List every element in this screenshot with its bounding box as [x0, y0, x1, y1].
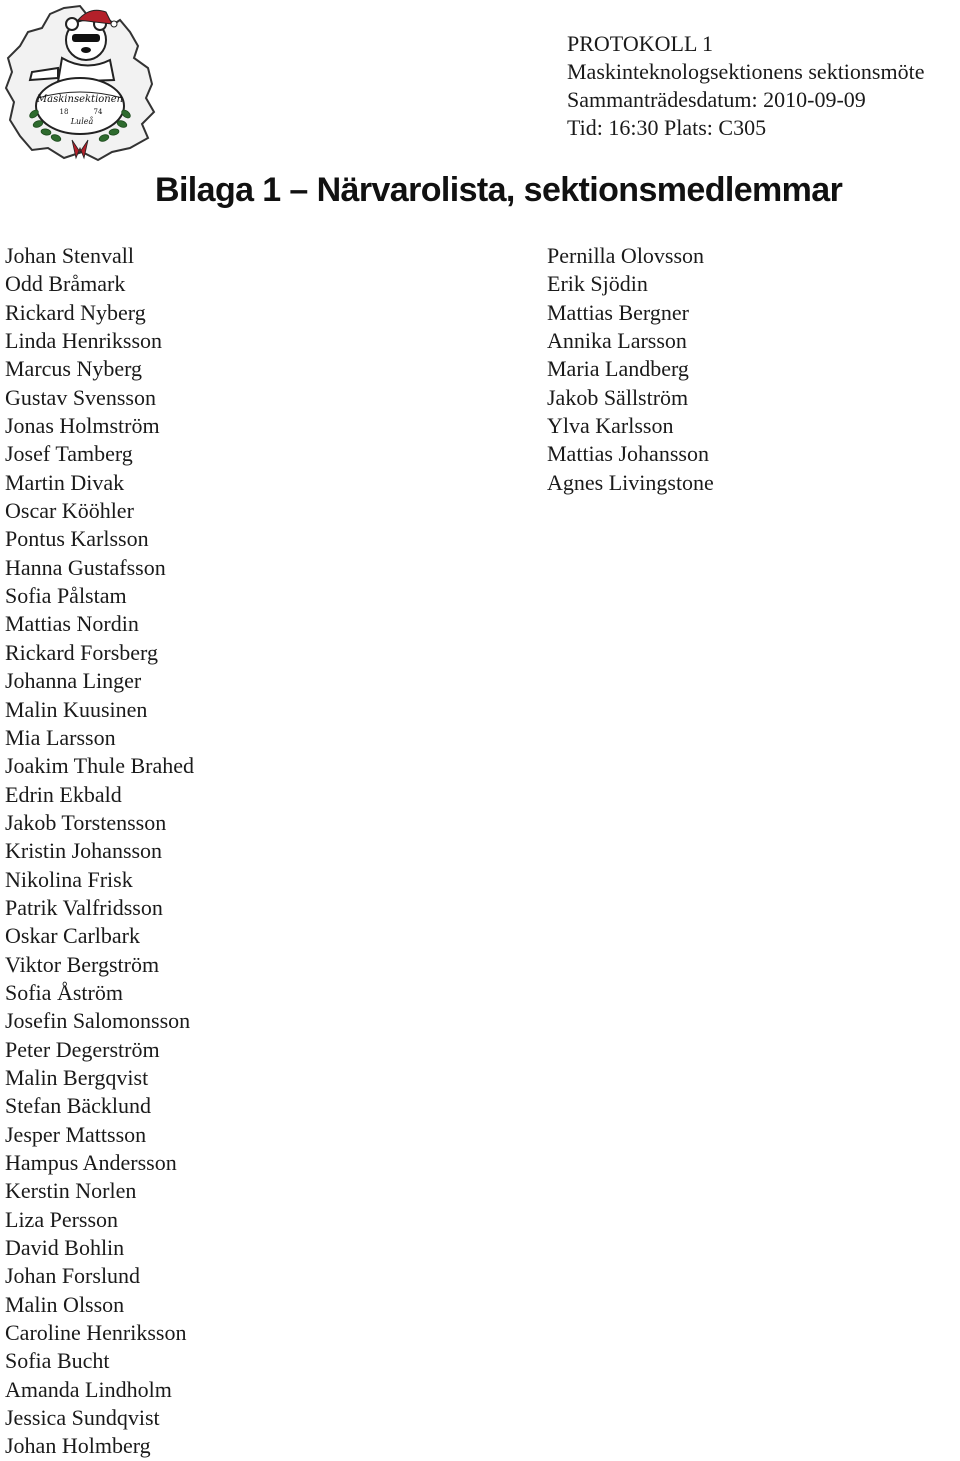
member-name: Rickard Nyberg — [5, 299, 146, 325]
member-name: Liza Persson — [5, 1206, 119, 1232]
member-name: Viktor Bergström — [5, 951, 160, 977]
member-name: Pernilla Olovsson — [547, 243, 705, 268]
member-name: Malin Olsson — [5, 1291, 125, 1317]
member-name: Malin Bergqvist — [5, 1064, 149, 1090]
member-name: Johanna Linger — [5, 668, 142, 694]
member-name: Jakob Sällström — [547, 384, 689, 410]
member-name: Josef Tamberg — [5, 441, 133, 467]
member-name: Sofia Pålstam — [5, 583, 127, 609]
logo-banner-text: Maskinsektionen — [36, 94, 124, 105]
logo-year-left: 18 — [59, 108, 69, 116]
member-name: Josefin Salomonsson — [5, 1008, 191, 1034]
member-name: Caroline Henriksson — [5, 1320, 187, 1346]
member-name: Mattias Johansson — [547, 441, 709, 467]
member-name: Maria Landberg — [547, 356, 689, 382]
member-name: Linda Henriksson — [5, 328, 163, 354]
member-list-left — [5, 242, 525, 1461]
member-name: Sofia Bucht — [5, 1348, 110, 1374]
member-name: Agnes Livingstone — [547, 469, 714, 495]
page-title: Bilaga 1 – Närvarolista, sektionsmedlemmar — [155, 171, 843, 209]
meeting-name: Maskinteknologsektionens sektionsmöte — [567, 59, 925, 84]
member-name: Joakim Thule Brahed — [5, 753, 194, 779]
member-name: Jakob Torstensson — [5, 809, 167, 835]
sunglasses — [72, 34, 100, 42]
member-name: Mattias Bergner — [547, 299, 689, 325]
member-name: Jesper Mattsson — [5, 1121, 147, 1147]
member-name: David Bohlin — [5, 1235, 125, 1261]
member-name: Sofia Åström — [5, 979, 123, 1005]
member-name: Johan Holmberg — [5, 1433, 151, 1459]
member-name: Erik Sjödin — [547, 271, 648, 297]
member-name: Nikolina Frisk — [5, 866, 133, 892]
member-name: Johan Stenvall — [5, 243, 134, 268]
member-name: Oscar Kööhler — [5, 498, 134, 524]
member-name: Ylva Karlsson — [547, 413, 674, 439]
member-name: Rickard Forsberg — [5, 639, 158, 665]
member-name: Jessica Sundqvist — [5, 1405, 160, 1431]
maskinsektionen-logo — [2, 2, 162, 162]
member-name: Stefan Bäcklund — [5, 1093, 152, 1119]
meeting-time-place: Tid: 16:30 Plats: C305 — [567, 115, 767, 140]
member-name: Hampus Andersson — [5, 1150, 177, 1175]
member-name: Gustav Svensson — [5, 384, 156, 410]
member-name: Johan Forslund — [5, 1263, 141, 1289]
logo-city: Luleå — [70, 117, 94, 126]
member-name: Annika Larsson — [547, 328, 687, 354]
member-name: Oskar Carlbark — [5, 923, 141, 949]
logo-year-right: 74 — [93, 108, 103, 116]
member-name: Kristin Johansson — [5, 838, 163, 864]
member-name: Martin Divak — [5, 469, 125, 495]
member-name: Peter Degerström — [5, 1036, 160, 1062]
member-name: Kerstin Norlen — [5, 1178, 137, 1204]
member-name: Malin Kuusinen — [5, 696, 148, 722]
protocol-header — [567, 30, 957, 142]
meeting-date: Sammanträdesdatum: 2010-09-09 — [567, 87, 866, 112]
member-name: Mia Larsson — [5, 724, 116, 750]
protocol-number: PROTOKOLL 1 — [567, 31, 714, 56]
member-name: Jonas Holmström — [5, 413, 160, 439]
member-name: Marcus Nyberg — [5, 356, 143, 382]
member-name: Patrik Valfridsson — [5, 894, 163, 920]
member-name: Odd Bråmark — [5, 271, 126, 297]
member-name: Hanna Gustafsson — [5, 554, 166, 580]
member-name: Pontus Karlsson — [5, 526, 149, 552]
member-name: Edrin Ekbald — [5, 781, 122, 807]
member-list-right — [547, 242, 947, 497]
member-name: Amanda Lindholm — [5, 1376, 172, 1402]
member-name: Mattias Nordin — [5, 611, 139, 637]
